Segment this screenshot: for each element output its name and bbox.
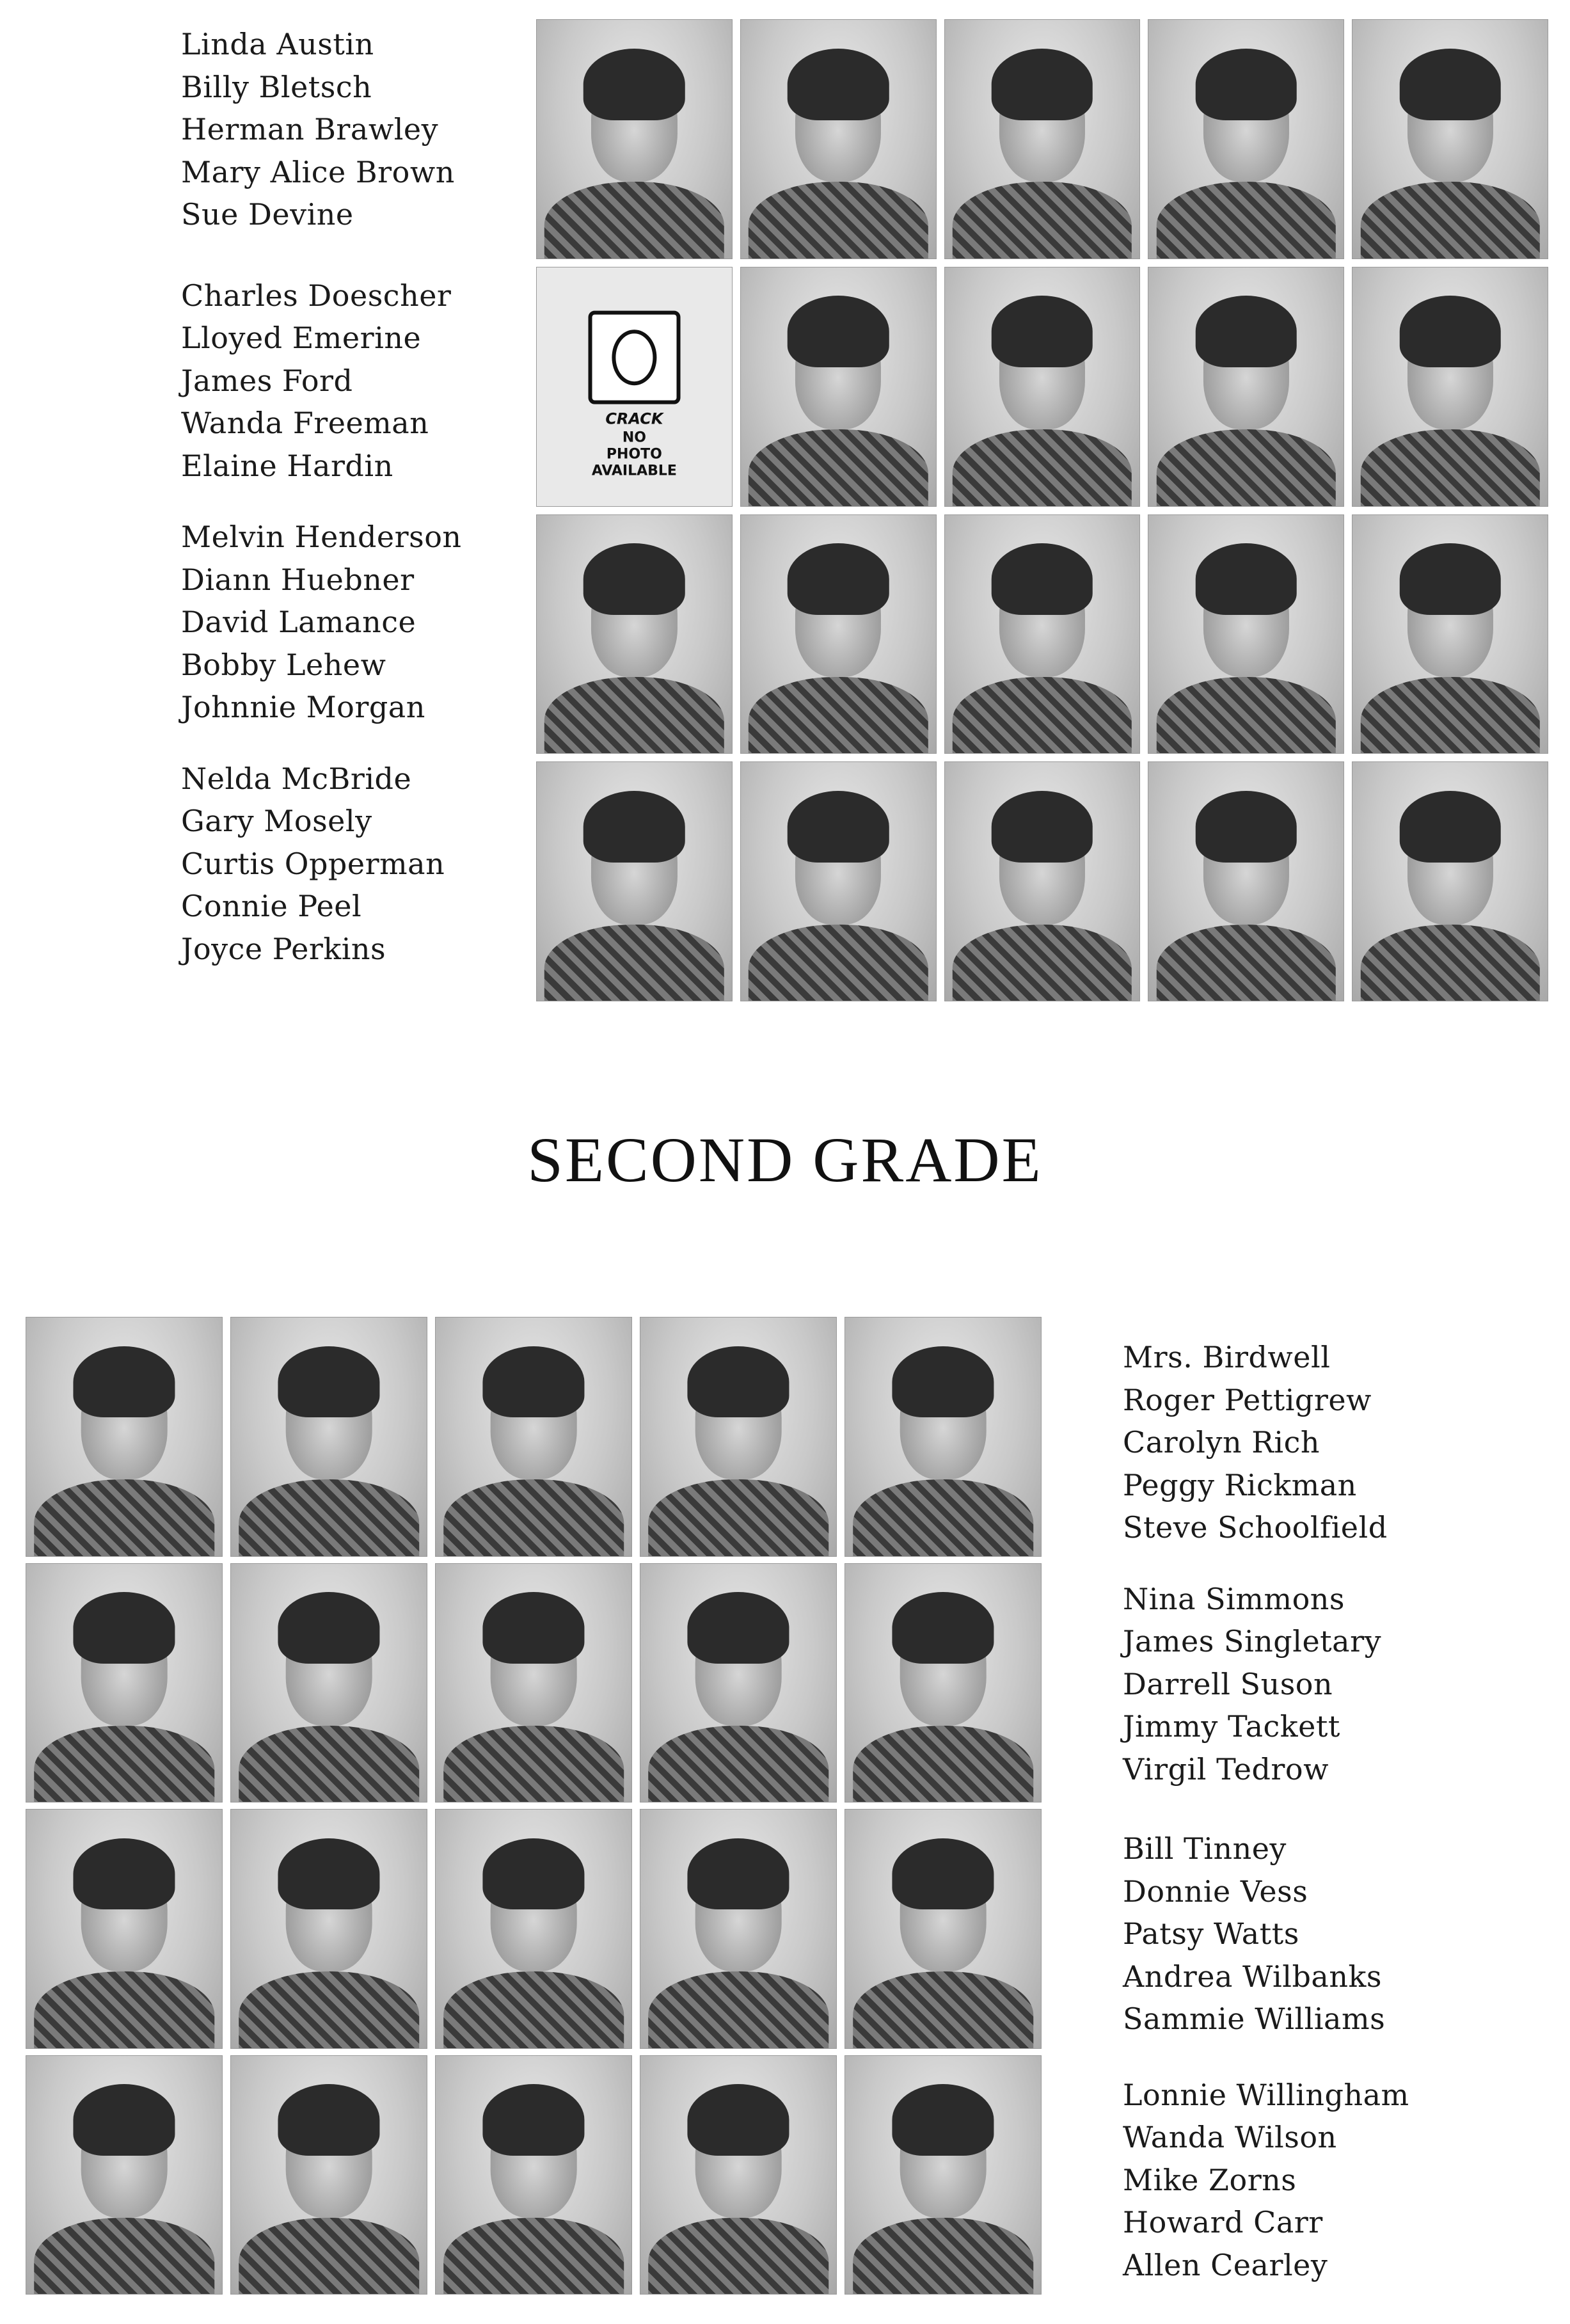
name-group xyxy=(1123,1336,1409,1549)
student-name: Johnnie Morgan xyxy=(181,690,425,724)
portrait-hair xyxy=(1399,296,1500,367)
student-name: Linda Austin xyxy=(181,27,374,61)
portrait-hair xyxy=(1399,543,1500,615)
student-photo xyxy=(844,1317,1042,1557)
portrait-body xyxy=(1360,182,1539,259)
portrait-body xyxy=(953,677,1132,754)
student-name: Nina Simmons xyxy=(1123,1581,1345,1616)
student-photo xyxy=(844,1563,1042,1803)
student-name: Patsy Watts xyxy=(1123,1916,1299,1951)
portrait-body xyxy=(1157,925,1336,1001)
student-name: Lonnie Willingham xyxy=(1123,2077,1409,2112)
portrait-body xyxy=(853,1726,1033,1803)
portrait-body xyxy=(749,182,928,259)
portrait-body xyxy=(239,1971,419,2048)
portrait-hair xyxy=(1196,49,1297,120)
student-name: Peggy Rickman xyxy=(1123,1467,1357,1502)
portrait-body xyxy=(1360,925,1539,1001)
student-name: Steve Schoolfield xyxy=(1123,1510,1388,1545)
student-photo xyxy=(1148,761,1344,1001)
student-name: Bobby Lehew xyxy=(181,647,386,682)
student-name: Sammie Williams xyxy=(1123,2002,1386,2036)
student-photo xyxy=(230,1317,427,1557)
portrait-body xyxy=(239,1479,419,1556)
student-photo xyxy=(844,1809,1042,2049)
student-name: Virgil Tedrow xyxy=(1123,1751,1329,1787)
name-group xyxy=(1123,2074,1409,2287)
portrait-hair xyxy=(1399,49,1500,120)
portrait-body xyxy=(749,677,928,754)
portrait-body xyxy=(443,1479,624,1556)
portrait-hair xyxy=(583,49,685,120)
student-photo xyxy=(230,2055,427,2295)
portrait-body xyxy=(443,1726,624,1803)
portrait-hair xyxy=(482,1592,584,1664)
portrait-body xyxy=(34,1479,214,1556)
student-name: Elaine Hardin xyxy=(181,448,393,483)
student-name: Carolyn Rich xyxy=(1123,1425,1320,1460)
student-photo xyxy=(536,19,733,259)
portrait-body xyxy=(953,182,1132,259)
no-photo-placeholder xyxy=(536,267,733,507)
portrait-body xyxy=(648,2218,829,2295)
student-name: Herman Brawley xyxy=(181,112,439,147)
student-name: Bill Tinney xyxy=(1123,1831,1287,1866)
portrait-body xyxy=(443,1971,624,2048)
portrait-body xyxy=(544,925,724,1001)
student-name: Curtis Opperman xyxy=(181,846,445,881)
name-group xyxy=(181,516,462,729)
portrait-body xyxy=(34,1726,214,1803)
student-photo xyxy=(435,1563,632,1803)
portrait-hair xyxy=(992,296,1093,367)
bottom-photo-grid xyxy=(26,1317,1042,2295)
portrait-body xyxy=(853,1479,1033,1556)
portrait-hair xyxy=(788,49,889,120)
portrait-body xyxy=(544,182,724,259)
student-photo xyxy=(1352,267,1548,507)
student-photo xyxy=(1148,267,1344,507)
portrait-hair xyxy=(482,1838,584,1910)
student-name: James Ford xyxy=(181,363,353,398)
portrait-body xyxy=(544,677,724,754)
student-photo xyxy=(1352,19,1548,259)
no-photo-badge xyxy=(574,294,695,480)
camera-icon xyxy=(588,311,680,404)
student-name: Roger Pettigrew xyxy=(1123,1382,1372,1417)
student-photo xyxy=(844,2055,1042,2295)
student-name: Darrell Suson xyxy=(1123,1666,1333,1701)
student-photo xyxy=(1352,761,1548,1001)
portrait-hair xyxy=(892,1592,994,1664)
student-name: Joyce Perkins xyxy=(181,931,386,966)
portrait-body xyxy=(853,1971,1033,2048)
portrait-hair xyxy=(788,296,889,367)
portrait-body xyxy=(648,1726,829,1803)
placeholder-text: NO xyxy=(622,429,646,446)
portrait-body xyxy=(1360,429,1539,506)
portrait-hair xyxy=(73,1346,175,1418)
student-photo xyxy=(740,514,937,754)
name-group xyxy=(181,23,462,236)
student-photo xyxy=(1352,514,1548,754)
portrait-hair xyxy=(892,1346,994,1418)
student-photo xyxy=(26,2055,223,2295)
student-photo xyxy=(740,19,937,259)
name-group xyxy=(181,275,462,488)
student-photo xyxy=(26,1809,223,2049)
student-name: Mary Alice Brown xyxy=(181,154,455,189)
portrait-hair xyxy=(73,2084,175,2156)
student-name: Connie Peel xyxy=(181,889,362,923)
portrait-body xyxy=(648,1479,829,1556)
name-group xyxy=(1123,1578,1409,1791)
student-name: David Lamance xyxy=(181,605,416,639)
student-photo xyxy=(944,267,1141,507)
placeholder-text: PHOTO xyxy=(606,446,662,463)
portrait-hair xyxy=(892,1838,994,1910)
portrait-hair xyxy=(892,2084,994,2156)
student-name: Mike Zorns xyxy=(1123,2162,1297,2197)
placeholder-text: AVAILABLE xyxy=(591,463,677,479)
portrait-hair xyxy=(278,2084,379,2156)
student-photo xyxy=(640,2055,837,2295)
student-name: Gary Mosely xyxy=(181,804,372,838)
student-photo xyxy=(640,1563,837,1803)
student-photo xyxy=(740,761,937,1001)
portrait-body xyxy=(1157,677,1336,754)
portrait-body xyxy=(1360,677,1539,754)
portrait-hair xyxy=(1399,791,1500,863)
portrait-body xyxy=(1157,429,1336,506)
student-photo xyxy=(230,1809,427,2049)
student-photo xyxy=(26,1563,223,1803)
top-photo-grid xyxy=(536,19,1548,1001)
portrait-body xyxy=(443,2218,624,2295)
portrait-hair xyxy=(278,1838,379,1910)
portrait-hair xyxy=(992,791,1093,863)
student-name: Wanda Wilson xyxy=(1123,2120,1337,2154)
portrait-hair xyxy=(583,791,685,863)
portrait-body xyxy=(953,925,1132,1001)
portrait-hair xyxy=(278,1592,379,1664)
student-name: Mrs. Birdwell xyxy=(1123,1340,1331,1374)
student-name: Allen Cearley xyxy=(1123,2247,1328,2282)
portrait-hair xyxy=(1196,296,1297,367)
student-name: Nelda McBride xyxy=(181,761,412,796)
portrait-hair xyxy=(687,2084,789,2156)
portrait-hair xyxy=(482,2084,584,2156)
student-name: Donnie Vess xyxy=(1123,1874,1308,1909)
student-photo xyxy=(944,19,1141,259)
portrait-body xyxy=(239,2218,419,2295)
portrait-hair xyxy=(788,791,889,863)
student-photo xyxy=(740,267,937,507)
student-name: Sue Devine xyxy=(181,197,354,232)
student-photo xyxy=(1148,514,1344,754)
portrait-body xyxy=(853,2218,1033,2295)
portrait-hair xyxy=(788,543,889,615)
placeholder-logo-text: CRACK xyxy=(605,410,663,428)
portrait-body xyxy=(648,1971,829,2048)
portrait-body xyxy=(749,429,928,506)
student-photo xyxy=(435,2055,632,2295)
student-name: Wanda Freeman xyxy=(181,406,429,440)
student-photo xyxy=(1148,19,1344,259)
portrait-body xyxy=(749,925,928,1001)
portrait-body xyxy=(953,429,1132,506)
student-photo xyxy=(230,1563,427,1803)
student-name: Andrea Wilbanks xyxy=(1123,1959,1382,1994)
top-name-list xyxy=(181,23,462,970)
student-photo xyxy=(536,761,733,1001)
portrait-body xyxy=(1157,182,1336,259)
name-group xyxy=(1123,1827,1409,2041)
student-name: Charles Doescher xyxy=(181,278,452,313)
student-photo xyxy=(640,1317,837,1557)
student-photo xyxy=(640,1809,837,2049)
bottom-name-list xyxy=(1123,1336,1409,2286)
portrait-hair xyxy=(482,1346,584,1418)
portrait-hair xyxy=(1196,543,1297,615)
portrait-body xyxy=(34,2218,214,2295)
student-photo xyxy=(536,514,733,754)
portrait-hair xyxy=(1196,791,1297,863)
portrait-hair xyxy=(73,1838,175,1910)
name-group xyxy=(181,758,462,971)
portrait-body xyxy=(239,1726,419,1803)
portrait-hair xyxy=(992,49,1093,120)
student-name: Billy Bletsch xyxy=(181,69,372,104)
student-photo xyxy=(944,761,1141,1001)
portrait-hair xyxy=(583,543,685,615)
student-photo xyxy=(435,1809,632,2049)
portrait-hair xyxy=(992,543,1093,615)
section-title: SECOND GRADE xyxy=(527,1124,1043,1195)
portrait-hair xyxy=(278,1346,379,1418)
student-photo xyxy=(435,1317,632,1557)
portrait-hair xyxy=(687,1838,789,1910)
student-name: Diann Huebner xyxy=(181,562,415,597)
student-name: Melvin Henderson xyxy=(181,520,462,554)
student-name: Howard Carr xyxy=(1123,2205,1323,2240)
student-name: Jimmy Tackett xyxy=(1123,1709,1340,1744)
student-name: James Singletary xyxy=(1123,1624,1382,1659)
portrait-hair xyxy=(687,1592,789,1664)
student-name: Lloyed Emerine xyxy=(181,321,422,355)
portrait-body xyxy=(34,1971,214,2048)
student-photo xyxy=(26,1317,223,1557)
portrait-hair xyxy=(687,1346,789,1418)
portrait-hair xyxy=(73,1592,175,1664)
student-photo xyxy=(944,514,1141,754)
